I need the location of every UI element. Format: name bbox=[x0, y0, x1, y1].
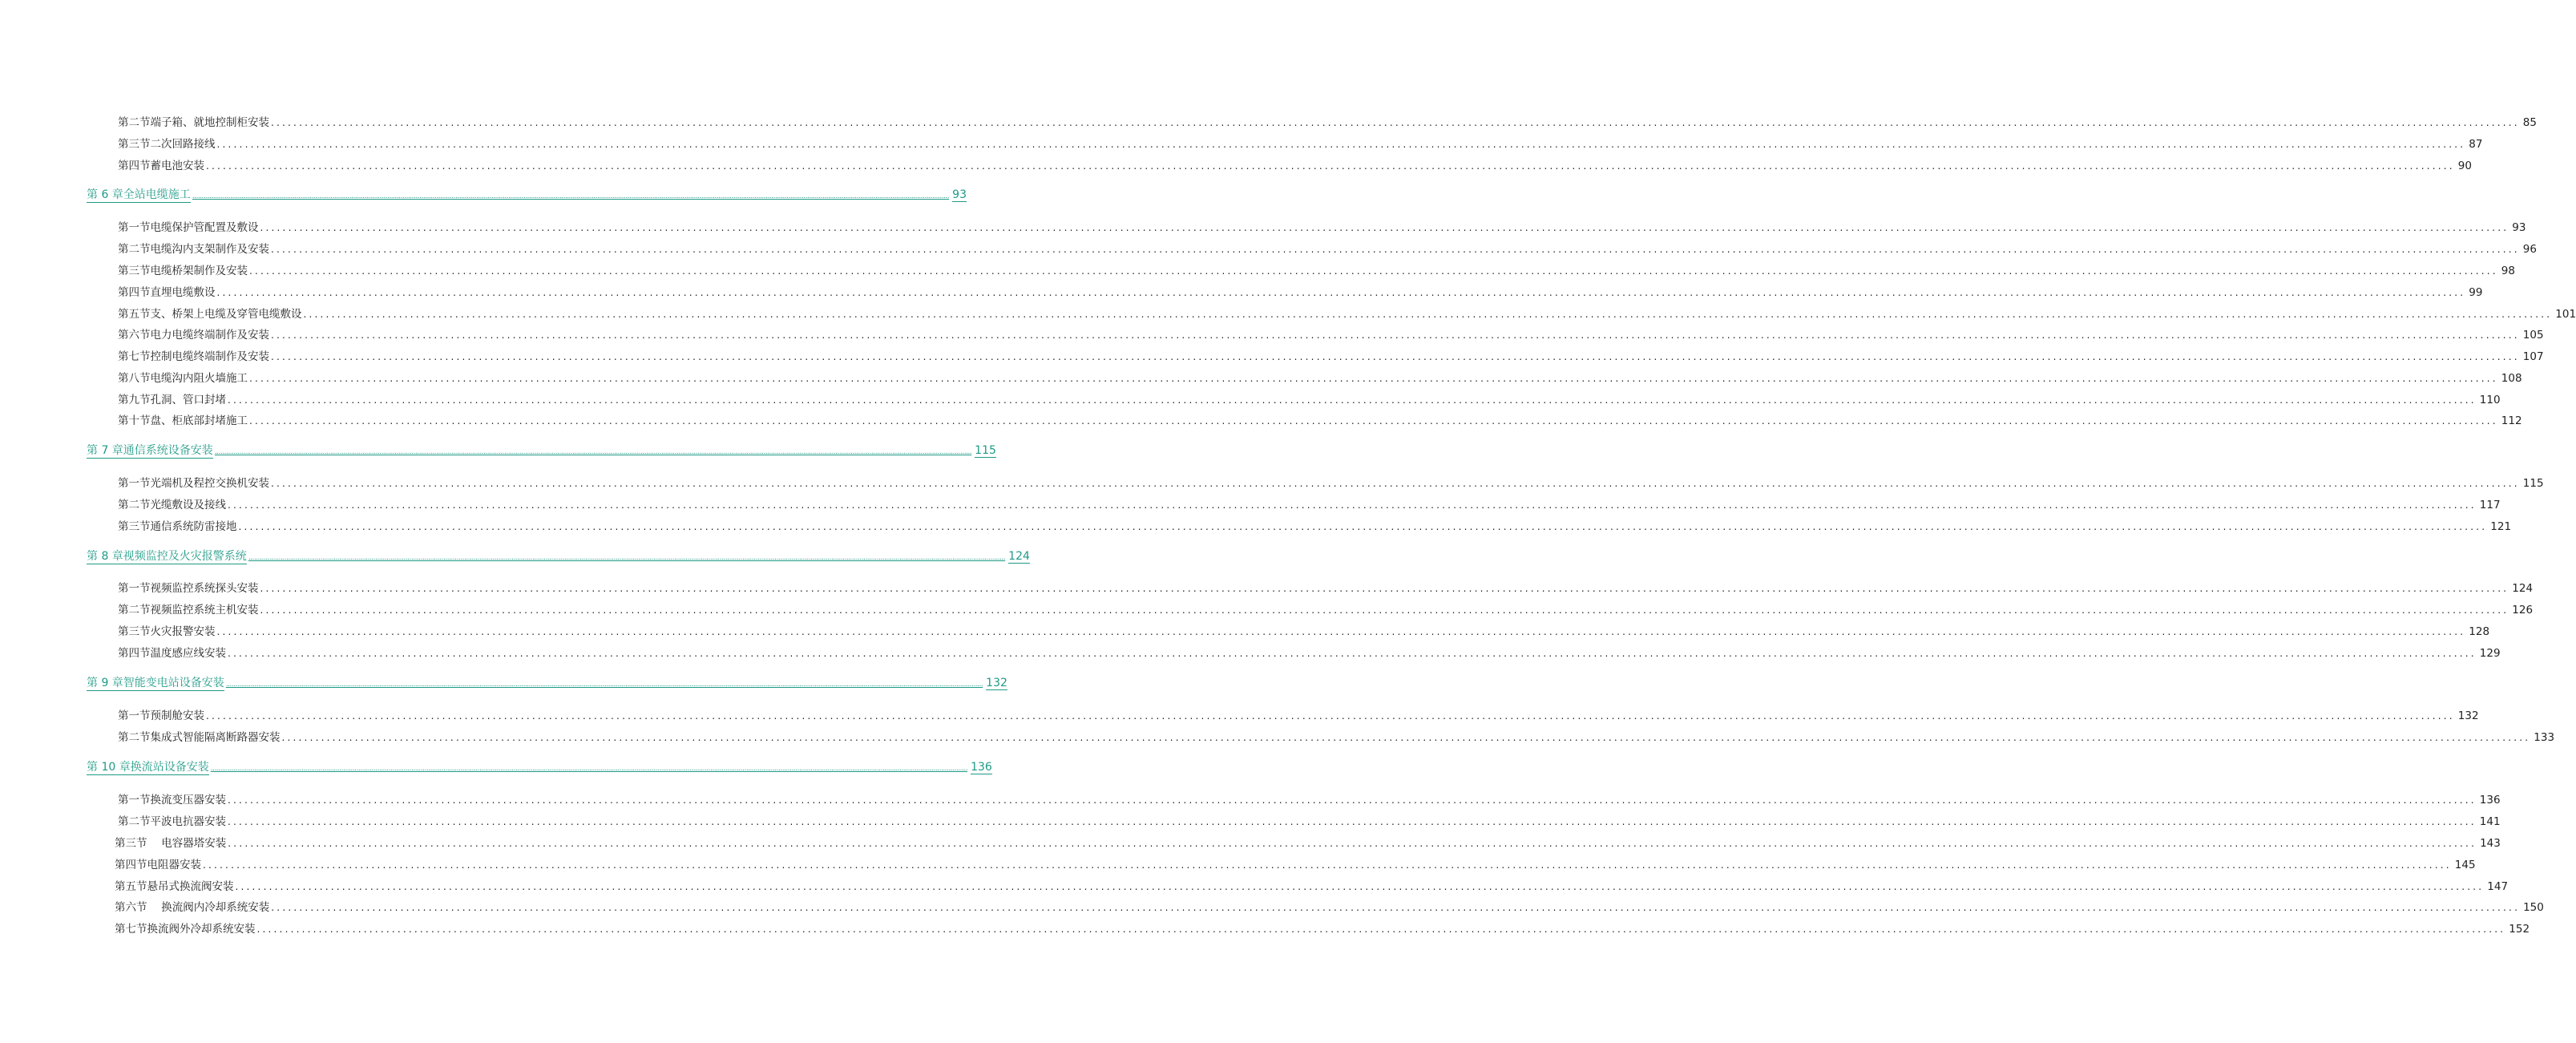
toc-entry-title: 第九节孔洞、管口封堵 bbox=[118, 394, 226, 406]
toc-page-number: 124 bbox=[1008, 550, 1030, 563]
toc-page-number: 96 bbox=[2522, 243, 2537, 256]
toc-chapter-entry[interactable] bbox=[87, 442, 996, 459]
toc-section-entry[interactable] bbox=[118, 790, 2501, 807]
toc-section-entry[interactable] bbox=[118, 113, 2537, 129]
toc-page-number: 129 bbox=[2479, 647, 2501, 660]
toc-leader-dots: ................................................................................................................................................................................................................................................................................................................................................................................................................ bbox=[260, 604, 2509, 616]
toc-leader-dots: ................................................................................................................................................................................................................................................................................................................................................................................................................ bbox=[214, 448, 972, 456]
toc-page-number: 110 bbox=[2479, 394, 2501, 406]
toc-entry-title: 第二节电缆沟内支架制作及安装 bbox=[118, 243, 269, 256]
toc-page-number: 105 bbox=[2522, 329, 2544, 342]
toc-leader-dots: ................................................................................................................................................................................................................................................................................................................................................................................................................ bbox=[216, 287, 2466, 298]
toc-entry-title: 第四节温度感应线安装 bbox=[118, 647, 226, 660]
toc-leader-dots: ................................................................................................................................................................................................................................................................................................................................................................................................................ bbox=[260, 583, 2509, 594]
toc-page-number: 99 bbox=[2469, 286, 2483, 299]
toc-leader-dots: ................................................................................................................................................................................................................................................................................................................................................................................................................ bbox=[256, 924, 2506, 935]
toc-entry-title: 第四节电阻器安装 bbox=[115, 859, 201, 871]
toc-entry-title: 第二节端子箱、就地控制柜安装 bbox=[118, 116, 269, 129]
toc-section-entry[interactable] bbox=[118, 390, 2501, 406]
toc-leader-dots: ................................................................................................................................................................................................................................................................................................................................................................................................................ bbox=[210, 765, 968, 773]
toc-section-entry[interactable] bbox=[115, 877, 2509, 893]
toc-page-number: 87 bbox=[2469, 138, 2483, 151]
toc-section-entry[interactable] bbox=[118, 728, 2555, 744]
toc-leader-dots: ................................................................................................................................................................................................................................................................................................................................................................................................................ bbox=[228, 838, 2477, 849]
toc-entry-title: 第三节 电容器塔安装 bbox=[115, 837, 227, 850]
toc-section-entry[interactable] bbox=[118, 369, 2522, 385]
toc-entry-title: 第三节二次回路接线 bbox=[118, 138, 216, 151]
toc-leader-dots: ................................................................................................................................................................................................................................................................................................................................................................................................................ bbox=[271, 902, 2521, 913]
toc-entry-title: 第十节盘、柜底部封堵施工 bbox=[118, 414, 248, 427]
toc-leader-dots: ................................................................................................................................................................................................................................................................................................................................................................................................................ bbox=[249, 415, 2498, 426]
toc-chapter-entry[interactable] bbox=[87, 674, 1007, 692]
toc-leader-dots: ................................................................................................................................................................................................................................................................................................................................................................................................................ bbox=[248, 554, 1006, 562]
toc-section-entry[interactable] bbox=[118, 156, 2472, 172]
toc-page-number: 143 bbox=[2480, 837, 2501, 850]
toc-leader-dots: ................................................................................................................................................................................................................................................................................................................................................................................................................ bbox=[228, 794, 2477, 806]
toc-section-entry[interactable] bbox=[118, 135, 2483, 151]
toc-section-entry[interactable] bbox=[118, 305, 2576, 321]
toc-section-entry[interactable] bbox=[115, 898, 2544, 914]
toc-page-number: 85 bbox=[2522, 116, 2537, 129]
toc-section-entry[interactable] bbox=[118, 347, 2544, 363]
toc-page-number: 117 bbox=[2479, 499, 2501, 511]
toc-entry-title: 第 8 章视频监控及火灾报警系统 bbox=[87, 548, 247, 564]
toc-section-entry[interactable] bbox=[118, 218, 2526, 234]
toc-page-number: 147 bbox=[2487, 880, 2509, 893]
toc-entry-title: 第二节集成式智能隔离断路器安装 bbox=[118, 731, 281, 744]
toc-page-number: 124 bbox=[2512, 582, 2534, 595]
toc-leader-dots: ................................................................................................................................................................................................................................................................................................................................................................................................................ bbox=[238, 521, 2488, 532]
toc-leader-dots: ................................................................................................................................................................................................................................................................................................................................................................................................................ bbox=[203, 859, 2452, 871]
toc-entry-title: 第三节电缆桥架制作及安装 bbox=[118, 265, 248, 277]
toc-leader-dots: ................................................................................................................................................................................................................................................................................................................................................................................................................ bbox=[271, 117, 2520, 128]
toc-entry-title: 第四节蓄电池安装 bbox=[118, 160, 204, 172]
toc-entry-title: 第二节视频监控系统主机安装 bbox=[118, 604, 259, 617]
toc-section-entry[interactable] bbox=[115, 920, 2530, 936]
toc-page-number: 101 bbox=[2555, 308, 2576, 321]
toc-entry-title: 第二节光缆敷设及接线 bbox=[118, 499, 226, 511]
toc-chapter-entry[interactable] bbox=[87, 548, 1030, 565]
toc-entry-title: 第八节电缆沟内阻火墙施工 bbox=[118, 372, 248, 385]
toc-page-number: 132 bbox=[2457, 709, 2479, 722]
toc-entry-title: 第 6 章全站电缆施工 bbox=[87, 186, 191, 203]
toc-page-number: 98 bbox=[2501, 265, 2515, 277]
toc-page-number: 115 bbox=[975, 444, 996, 457]
toc-leader-dots: ................................................................................................................................................................................................................................................................................................................................................................................................................ bbox=[206, 160, 2455, 172]
toc-chapter-entry[interactable] bbox=[87, 758, 992, 776]
toc-page-number: 136 bbox=[2479, 794, 2501, 807]
toc-page-number: 150 bbox=[2523, 901, 2544, 914]
toc-page-number: 132 bbox=[986, 677, 1007, 689]
toc-section-entry[interactable] bbox=[115, 834, 2501, 850]
toc-page-number: 141 bbox=[2479, 815, 2501, 828]
toc-page-number: 115 bbox=[2522, 477, 2544, 490]
toc-section-entry[interactable] bbox=[118, 706, 2479, 722]
toc-section-entry[interactable] bbox=[118, 283, 2483, 299]
toc-leader-dots: ................................................................................................................................................................................................................................................................................................................................................................................................................ bbox=[260, 222, 2509, 233]
toc-entry-title: 第一节预制舱安装 bbox=[118, 709, 204, 722]
toc-page-number: 152 bbox=[2509, 923, 2530, 936]
toc-entry-title: 第一节电缆保护管配置及敷设 bbox=[118, 221, 259, 234]
toc-entry-title: 第一节换流变压器安装 bbox=[118, 794, 226, 807]
toc-entry-title: 第六节 换流阀内冷却系统安装 bbox=[115, 901, 270, 914]
toc-entry-title: 第六节电力电缆终端制作及安装 bbox=[118, 329, 269, 342]
toc-entry-title: 第二节平波电抗器安装 bbox=[118, 815, 226, 828]
toc-entry-title: 第三节通信系统防雷接地 bbox=[118, 520, 237, 533]
toc-section-entry[interactable] bbox=[118, 622, 2490, 638]
toc-entry-title: 第一节视频监控系统探头安装 bbox=[118, 582, 259, 595]
toc-section-entry[interactable] bbox=[118, 517, 2512, 533]
toc-leader-dots: ................................................................................................................................................................................................................................................................................................................................................................................................................ bbox=[206, 710, 2455, 722]
toc-page-number: 126 bbox=[2512, 604, 2534, 617]
toc-leader-dots: ................................................................................................................................................................................................................................................................................................................................................................................................................ bbox=[216, 139, 2466, 150]
toc-entry-title: 第五节悬吊式换流阀安装 bbox=[115, 880, 234, 893]
toc-leader-dots: ................................................................................................................................................................................................................................................................................................................................................................................................................ bbox=[271, 478, 2520, 489]
toc-leader-dots: ................................................................................................................................................................................................................................................................................................................................................................................................................ bbox=[281, 732, 2531, 743]
toc-section-entry[interactable] bbox=[118, 474, 2544, 490]
toc-leader-dots: ................................................................................................................................................................................................................................................................................................................................................................................................................ bbox=[228, 816, 2477, 827]
toc-leader-dots: ................................................................................................................................................................................................................................................................................................................................................................................................................ bbox=[228, 648, 2477, 659]
toc-page-number: 133 bbox=[2534, 731, 2555, 744]
toc-leader-dots: ................................................................................................................................................................................................................................................................................................................................................................................................................ bbox=[271, 244, 2520, 255]
toc-section-entry[interactable] bbox=[118, 325, 2544, 342]
toc-entry-title: 第五节支、桥架上电缆及穿管电缆敷设 bbox=[118, 308, 302, 321]
toc-page-number: 121 bbox=[2490, 520, 2512, 533]
toc-leader-dots: ................................................................................................................................................................................................................................................................................................................................................................................................................ bbox=[235, 881, 2485, 892]
toc-leader-dots: ................................................................................................................................................................................................................................................................................................................................................................................................................ bbox=[271, 351, 2520, 362]
toc-leader-dots: ................................................................................................................................................................................................................................................................................................................................................................................................................ bbox=[249, 373, 2498, 384]
toc-leader-dots: ................................................................................................................................................................................................................................................................................................................................................................................................................ bbox=[216, 626, 2466, 637]
toc-entry-title: 第四节直埋电缆敷设 bbox=[118, 286, 216, 299]
toc-leader-dots: ................................................................................................................................................................................................................................................................................................................................................................................................................ bbox=[228, 394, 2477, 406]
toc-leader-dots: ................................................................................................................................................................................................................................................................................................................................................................................................................ bbox=[192, 192, 950, 200]
toc-chapter-entry[interactable] bbox=[87, 186, 967, 204]
toc-page-number: 90 bbox=[2457, 160, 2472, 172]
toc-page-number: 136 bbox=[971, 761, 992, 774]
toc-entry-title: 第 9 章智能变电站设备安装 bbox=[87, 674, 224, 691]
toc-page-number: 93 bbox=[952, 188, 967, 201]
toc-entry-title: 第七节控制电缆终端制作及安装 bbox=[118, 350, 269, 363]
toc-section-entry[interactable] bbox=[118, 495, 2501, 511]
toc-section-entry[interactable] bbox=[118, 240, 2537, 256]
toc-page-number: 128 bbox=[2469, 625, 2490, 638]
toc-leader-dots: ................................................................................................................................................................................................................................................................................................................................................................................................................ bbox=[249, 265, 2498, 277]
toc-entry-title: 第三节火灾报警安装 bbox=[118, 625, 216, 638]
toc-page-number: 93 bbox=[2512, 221, 2526, 234]
toc-page-number: 108 bbox=[2501, 372, 2522, 385]
toc-section-entry[interactable] bbox=[118, 812, 2501, 828]
toc-leader-dots: ................................................................................................................................................................................................................................................................................................................................................................................................................ bbox=[303, 309, 2553, 320]
toc-leader-dots: ................................................................................................................................................................................................................................................................................................................................................................................................................ bbox=[271, 329, 2520, 341]
toc-section-entry[interactable] bbox=[115, 855, 2476, 871]
toc-page-number: 107 bbox=[2522, 350, 2544, 363]
toc-entry-title: 第 10 章换流站设备安装 bbox=[87, 758, 209, 775]
toc-entry-title: 第 7 章通信系统设备安装 bbox=[87, 442, 213, 459]
toc-section-entry[interactable] bbox=[118, 644, 2501, 660]
toc-section-entry[interactable] bbox=[118, 261, 2515, 277]
toc-leader-dots: ................................................................................................................................................................................................................................................................................................................................................................................................................ bbox=[228, 499, 2477, 511]
toc-section-entry[interactable] bbox=[118, 600, 2534, 617]
toc-page-number: 112 bbox=[2501, 414, 2522, 427]
toc-page-number: 145 bbox=[2454, 859, 2476, 871]
toc-leader-dots: ................................................................................................................................................................................................................................................................................................................................................................................................................ bbox=[225, 681, 983, 689]
toc-entry-title: 第一节光端机及程控交换机安装 bbox=[118, 477, 269, 490]
toc-entry-title: 第七节换流阀外冷却系统安装 bbox=[115, 923, 256, 936]
toc-section-entry[interactable] bbox=[118, 411, 2522, 427]
toc-section-entry[interactable] bbox=[118, 579, 2534, 595]
